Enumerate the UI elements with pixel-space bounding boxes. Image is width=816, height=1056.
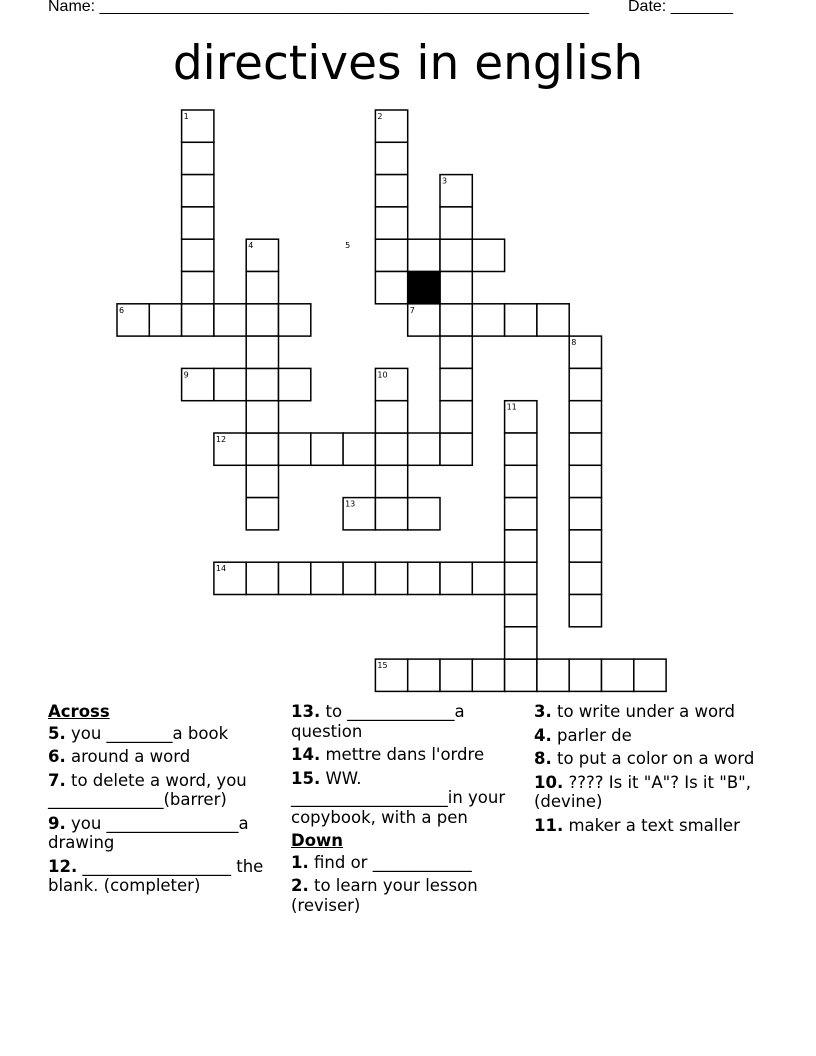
date-field[interactable]: Date: _______ — [628, 0, 733, 15]
name-field[interactable]: Name: _______________________________________________________ — [48, 0, 589, 15]
clue-text: to write under a word — [551, 702, 736, 721]
grid-cell[interactable] — [440, 659, 472, 691]
cell-number-14: 14 — [215, 564, 227, 574]
cell-number-15: 15 — [377, 661, 388, 671]
clue-number: 12. — [48, 856, 78, 876]
grid-cell[interactable] — [375, 239, 407, 271]
cell-number-5: 5 — [345, 241, 351, 251]
grid-cell[interactable] — [182, 239, 214, 271]
grid-cell[interactable] — [311, 433, 343, 465]
clue-across-9 — [48, 814, 280, 853]
cell-number-13: 13 — [345, 499, 356, 509]
grid-cell[interactable] — [440, 562, 472, 594]
clue-text: to delete a word, you ______________(barrer) — [48, 770, 247, 809]
grid-cell[interactable] — [505, 498, 537, 530]
clue-number: 3. — [534, 702, 552, 721]
clues-column-2 — [291, 702, 523, 919]
cell-number-7: 7 — [409, 305, 415, 315]
clue-text: mettre dans l'ordre — [320, 745, 485, 764]
clue-across-7 — [48, 771, 280, 810]
grid-cell[interactable] — [214, 433, 246, 465]
grid-cell[interactable] — [214, 562, 246, 594]
grid-cell[interactable] — [569, 562, 601, 594]
grid-cell[interactable] — [279, 368, 311, 400]
grid-cell[interactable] — [214, 368, 246, 400]
grid-cell[interactable] — [246, 401, 278, 433]
grid-cell[interactable] — [537, 659, 569, 691]
grid-cell[interactable] — [182, 272, 214, 304]
grid-cell[interactable] — [440, 433, 472, 465]
grid-cell[interactable] — [505, 595, 537, 627]
clue-text: to put a color on a word — [551, 749, 755, 768]
clue-number: 6. — [48, 747, 66, 766]
clue-number: 15. — [291, 768, 321, 788]
clues-column-1 — [48, 702, 280, 900]
grid-cell[interactable] — [569, 336, 601, 368]
grid-cell[interactable] — [246, 562, 278, 594]
grid-cell[interactable] — [182, 110, 214, 142]
grid-cell[interactable] — [375, 433, 407, 465]
grid-cell[interactable] — [246, 239, 278, 271]
grid-cell[interactable] — [375, 401, 407, 433]
clue-number: 5. — [48, 723, 66, 743]
grid-cell[interactable] — [375, 175, 407, 207]
grid-cell[interactable] — [343, 433, 375, 465]
clue-down-2 — [291, 876, 523, 915]
clue-number: 8. — [534, 749, 552, 768]
clue-across-6 — [48, 747, 280, 767]
cell-number-11: 11 — [506, 402, 517, 412]
grid-cell[interactable] — [440, 272, 472, 304]
grid-cell[interactable] — [375, 498, 407, 530]
clue-text: to _____________a question — [291, 702, 465, 741]
grid-cell[interactable] — [182, 304, 214, 336]
black-cell — [408, 272, 440, 304]
cell-number-12: 12 — [215, 435, 227, 444]
clue-text: around a word — [65, 747, 191, 766]
clue-text: find or ____________ — [308, 852, 472, 872]
clue-across-15 — [291, 769, 523, 828]
grid-cell[interactable] — [375, 465, 407, 497]
down-heading: Down — [291, 831, 344, 850]
grid-cell[interactable] — [569, 433, 601, 465]
clue-number: 14. — [291, 745, 321, 764]
grid-cell[interactable] — [408, 304, 440, 336]
grid-cell[interactable] — [505, 530, 537, 562]
grid-cell[interactable] — [246, 433, 278, 465]
grid-cell[interactable] — [440, 336, 472, 368]
clue-across-12 — [48, 857, 280, 896]
grid-cell[interactable] — [408, 433, 440, 465]
clue-text: you ________________a drawing — [48, 813, 249, 852]
grid-cell[interactable] — [343, 498, 375, 530]
cell-number-6: 6 — [119, 305, 125, 315]
grid-cell[interactable] — [149, 304, 181, 336]
grid-cell[interactable] — [117, 304, 149, 336]
clue-down-11 — [534, 816, 774, 836]
cell-number-3: 3 — [442, 176, 448, 186]
grid-cell[interactable] — [505, 659, 537, 691]
across-heading: Across — [48, 702, 110, 721]
grid-cell[interactable] — [246, 272, 278, 304]
grid-cell[interactable] — [246, 336, 278, 368]
cell-number-4: 4 — [248, 241, 254, 251]
clue-text: parler de — [551, 725, 632, 745]
cell-number-10: 10 — [377, 370, 388, 380]
clue-number: 13. — [291, 702, 321, 721]
grid-cell[interactable] — [472, 304, 504, 336]
clue-text: you ________a book — [65, 723, 229, 743]
page-title: directives in english — [172, 36, 644, 91]
grid-cell[interactable] — [472, 239, 504, 271]
grid-cell[interactable] — [440, 207, 472, 239]
clue-number: 9. — [48, 813, 66, 833]
grid-cell[interactable] — [634, 659, 666, 691]
grid-cell[interactable] — [505, 304, 537, 336]
grid-cell[interactable] — [602, 659, 634, 691]
grid-cell[interactable] — [537, 304, 569, 336]
grid-cell[interactable] — [408, 498, 440, 530]
grid-cell[interactable] — [505, 562, 537, 594]
clue-down-3 — [534, 702, 774, 722]
grid-cell[interactable] — [375, 142, 407, 174]
clue-text: to learn your lesson (reviser) — [291, 876, 478, 915]
grid-cell[interactable] — [569, 530, 601, 562]
grid-cell[interactable] — [375, 272, 407, 304]
clue-down-8 — [534, 749, 774, 769]
grid-cell[interactable] — [375, 207, 407, 239]
grid-cell[interactable] — [279, 562, 311, 594]
clue-text: __________________ the blank. (completer) — [48, 856, 264, 895]
grid-cell[interactable] — [246, 368, 278, 400]
grid-cell[interactable] — [472, 562, 504, 594]
grid-cell[interactable] — [408, 562, 440, 594]
clue-down-10 — [534, 773, 774, 812]
grid-cell[interactable] — [472, 659, 504, 691]
grid-cell[interactable] — [569, 401, 601, 433]
clue-across-14 — [291, 745, 523, 765]
grid-cell[interactable] — [375, 368, 407, 400]
clue-text: maker a text smaller — [563, 815, 740, 835]
clue-number: 4. — [534, 725, 552, 745]
clue-across-5 — [48, 724, 280, 744]
clue-number: 7. — [48, 770, 66, 790]
grid-cell[interactable] — [375, 562, 407, 594]
grid-cell[interactable] — [505, 401, 537, 433]
clue-text: WW. ___________________in your copybook, with a pen — [291, 768, 506, 827]
grid-cell[interactable] — [279, 433, 311, 465]
grid-cell[interactable] — [440, 368, 472, 400]
grid-cell[interactable] — [505, 627, 537, 659]
clue-down-4 — [534, 726, 774, 746]
cell-number-9: 9 — [183, 370, 189, 380]
clue-number: 10. — [534, 772, 564, 792]
grid-cell[interactable] — [505, 465, 537, 497]
grid-cell[interactable] — [569, 498, 601, 530]
grid-cell[interactable] — [311, 562, 343, 594]
grid-cell[interactable] — [569, 659, 601, 691]
grid-cell[interactable] — [279, 304, 311, 336]
grid-cell[interactable] — [440, 239, 472, 271]
grid-cell[interactable] — [182, 175, 214, 207]
grid-cell[interactable] — [408, 659, 440, 691]
grid-cell[interactable] — [375, 659, 407, 691]
grid-cell[interactable] — [246, 304, 278, 336]
grid-cell[interactable] — [440, 401, 472, 433]
clue-number: 2. — [291, 876, 309, 895]
grid-cell[interactable] — [343, 562, 375, 594]
clue-down-1 — [291, 853, 523, 873]
grid-cell[interactable] — [182, 368, 214, 400]
grid-cell[interactable] — [569, 465, 601, 497]
grid-cell[interactable] — [246, 465, 278, 497]
grid-cell[interactable] — [182, 207, 214, 239]
grid-cell[interactable] — [569, 368, 601, 400]
grid-cell[interactable] — [214, 304, 246, 336]
grid-cell[interactable] — [440, 304, 472, 336]
cell-number-8: 8 — [571, 338, 577, 348]
clue-number: 1. — [291, 852, 309, 872]
clues-column-3 — [534, 702, 774, 839]
clue-across-13 — [291, 702, 523, 741]
grid-cell[interactable] — [408, 239, 440, 271]
grid-cell[interactable] — [505, 433, 537, 465]
grid-cell[interactable] — [569, 595, 601, 627]
grid-cell[interactable] — [440, 175, 472, 207]
grid-cell[interactable] — [246, 498, 278, 530]
cell-number-1: 1 — [183, 112, 189, 121]
clue-number: 11. — [534, 815, 564, 835]
grid-cell[interactable] — [375, 110, 407, 142]
cell-number-2: 2 — [377, 112, 383, 121]
grid-cell[interactable] — [182, 142, 214, 174]
clue-text: ???? Is it "A"? Is it "B", (devine) — [534, 772, 751, 811]
